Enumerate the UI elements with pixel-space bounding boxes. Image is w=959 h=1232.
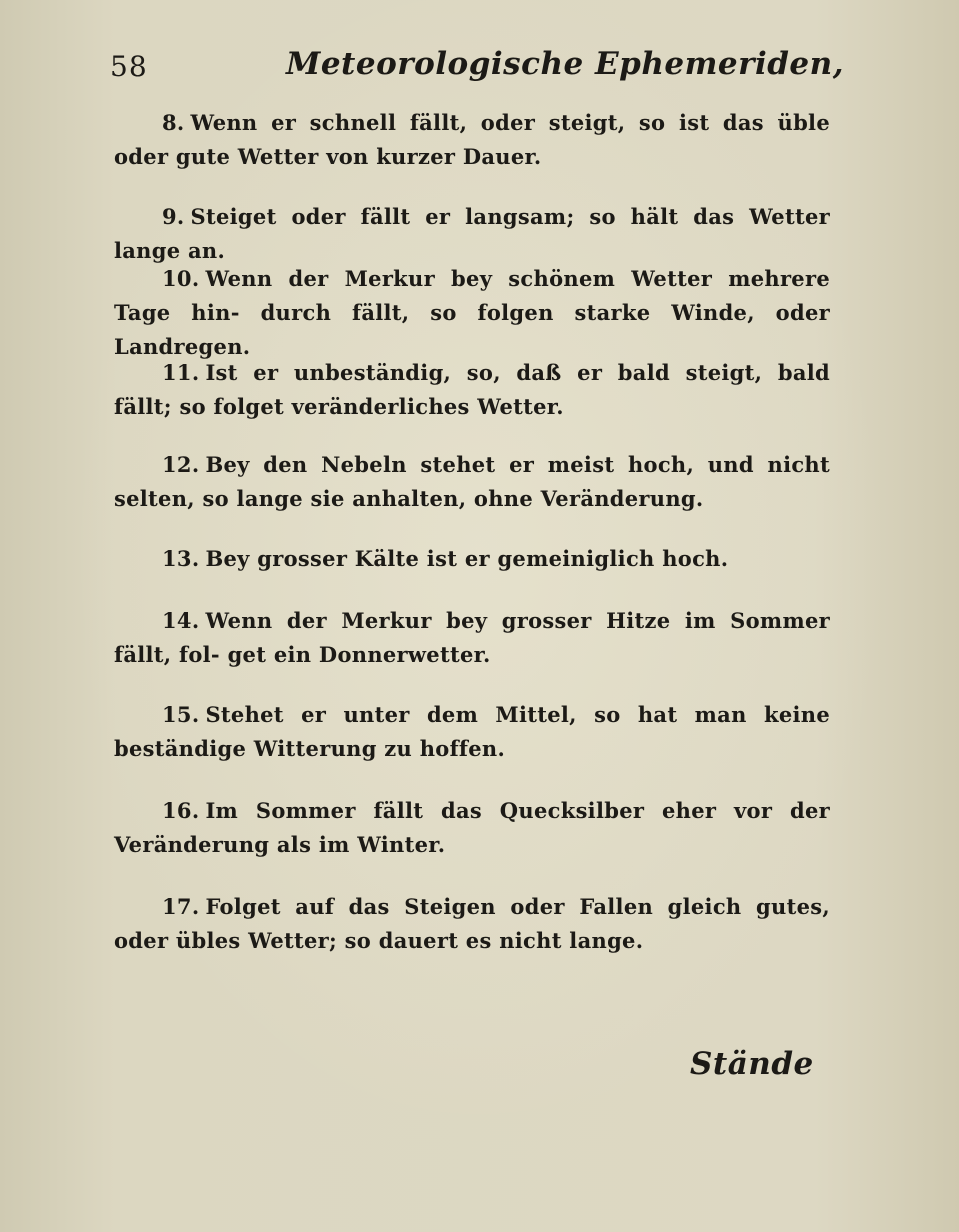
list-item	[114, 604, 830, 672]
list-item	[114, 200, 830, 268]
running-title: Meteorologische Ephemeriden,	[286, 46, 844, 82]
list-item	[114, 356, 830, 424]
entry-text: Stehet er unter dem Mittel, so hat man keine beständige Witterung zu hoffen.	[114, 702, 830, 761]
list-item	[114, 106, 830, 174]
entry-number: 8.	[162, 110, 185, 135]
entry-text: Bey grosser Kälte ist er gemeiniglich hoch.	[205, 546, 729, 571]
entry-number: 12.	[162, 452, 200, 477]
entry-number: 14.	[162, 608, 200, 633]
entry-text: Steiget oder fällt er langsam; so hält das Wetter lange an.	[114, 204, 830, 263]
entry-text: Wenn der Merkur bey schönem Wetter mehrere Tage hin- durch fällt, so folgen starke Winde, oder Landregen.	[114, 266, 830, 359]
page-header	[110, 44, 844, 84]
catchword: Stände	[690, 1046, 814, 1082]
entry-number: 17.	[162, 894, 200, 919]
entry-number: 13.	[162, 546, 200, 571]
entry-text: Im Sommer fällt das Quecksilber eher vor der Veränderung als im Winter.	[114, 798, 830, 857]
entry-text: Wenn der Merkur bey grosser Hitze im Sommer fällt, fol- get ein Donnerwetter.	[114, 608, 830, 667]
entry-number: 15.	[162, 702, 200, 727]
entry-text: Ist er unbeständig, so, daß er bald steigt, bald fällt; so folget veränderliches Wetter.	[114, 360, 830, 419]
entry-number: 10.	[162, 266, 200, 291]
list-item	[114, 262, 830, 364]
entry-text: Bey den Nebeln stehet er meist hoch, und nicht selten, so lange sie anhalten, ohne Veränderung.	[114, 452, 830, 511]
entry-number: 9.	[162, 204, 185, 229]
entry-number: 11.	[162, 360, 200, 385]
entry-text: Folget auf das Steigen oder Fallen gleich gutes, oder übles Wetter; so dauert es nicht lange.	[114, 894, 830, 953]
page-number: 58	[110, 50, 148, 83]
list-item	[114, 890, 830, 958]
list-item	[114, 542, 830, 576]
entry-text: Wenn er schnell fällt, oder steigt, so ist das üble oder gute Wetter von kurzer Dauer.	[114, 110, 830, 169]
entry-number: 16.	[162, 798, 200, 823]
list-item	[114, 448, 830, 516]
list-item	[114, 794, 830, 862]
list-item	[114, 698, 830, 766]
